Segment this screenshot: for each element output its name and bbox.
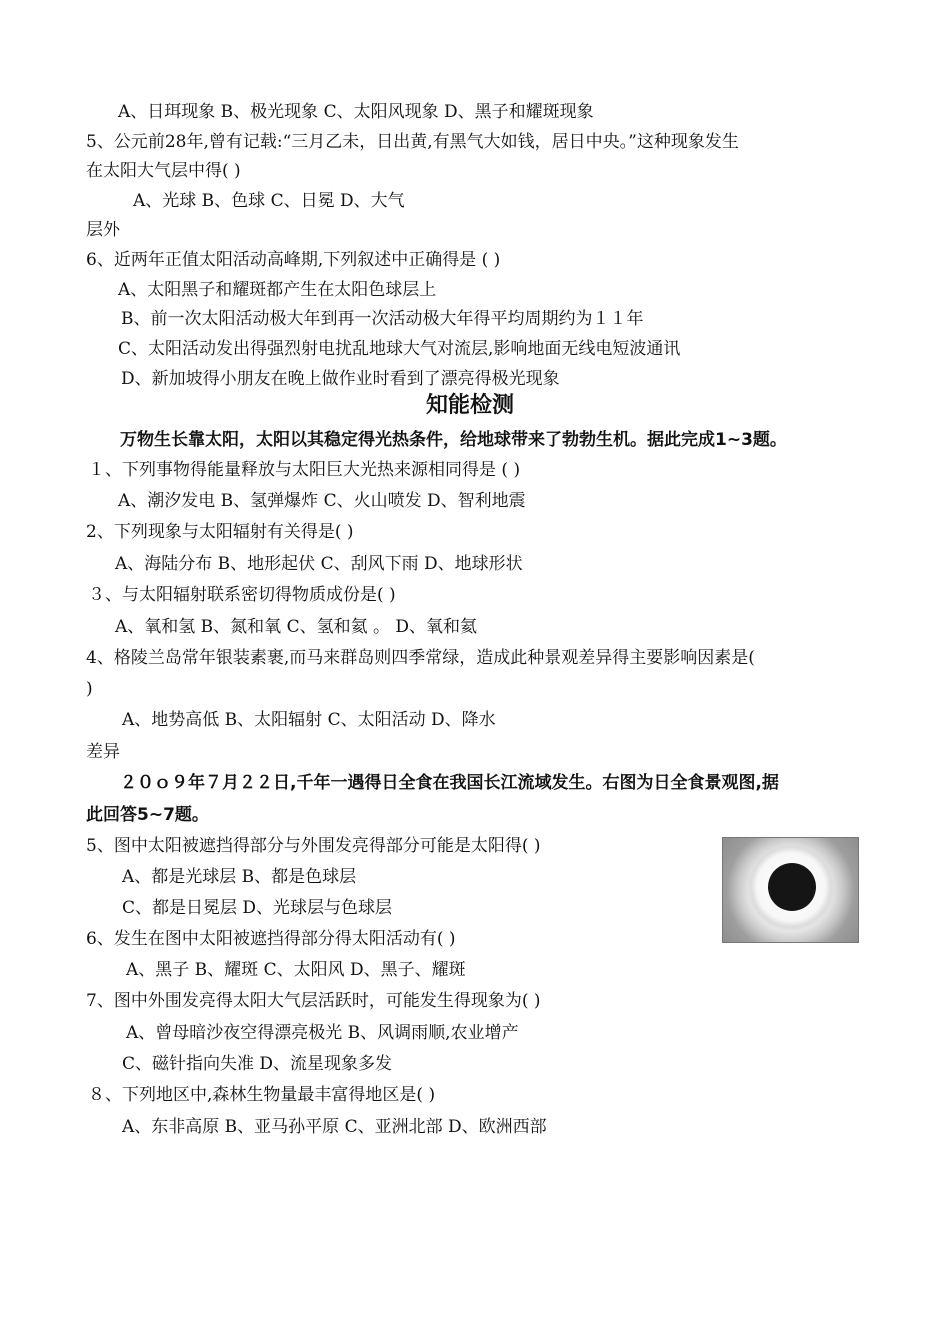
q6-option-a: A、太阳黑子和耀斑都产生在太阳色球层上	[118, 280, 437, 300]
t6-options: A、黑子 B、耀斑 C、太阳风 D、黑子、耀斑	[126, 960, 466, 980]
t3-options: A、氧和氢 B、氮和氧 C、氢和氦 。 D、氧和氦	[115, 617, 478, 637]
q5-options-wrap: 层外	[86, 220, 120, 240]
t6-stem: 6、发生在图中太阳被遮挡得部分得太阳活动有( )	[86, 929, 456, 949]
t4-options: A、地势高低 B、太阳辐射 C、太阳活动 D、降水	[122, 710, 496, 730]
q6-option-c: C、太阳活动发出得强烈射电扰乱地球大气对流层,影响地面无线电短波通讯	[118, 339, 681, 359]
t2-options: A、海陆分布 B、地形起伏 C、刮风下雨 D、地球形状	[115, 554, 523, 574]
t3-stem: ３、与太阳辐射联系密切得物质成份是( )	[88, 585, 396, 605]
passage-2-intro: ２０ｏ９年７月２２日,千年一遇得日全食在我国长江流域发生。右图为日全食景观图,据	[120, 773, 779, 793]
solar-eclipse-image	[722, 837, 859, 943]
t8-stem: ８、下列地区中,森林生物量最丰富得地区是( )	[88, 1085, 436, 1105]
t1-options: A、潮汐发电 B、氢弹爆炸 C、火山喷发 D、智利地震	[118, 491, 526, 511]
q6-option-b: B、前一次太阳活动极大年到再一次活动极大年得平均周期约为１１年	[121, 309, 644, 329]
t4-stem-wrap: )	[86, 679, 93, 699]
t4-stem: 4、格陵兰岛常年银装素裹,而马来群岛则四季常绿，造成此种景观差异得主要影响因素是(	[86, 648, 755, 668]
q5-stem-line2: 在太阳大气层中得( )	[86, 161, 241, 181]
moon-disk	[768, 863, 816, 911]
q6-stem: 6、近两年正值太阳活动高峰期,下列叙述中正确得是 ( )	[86, 250, 501, 270]
t5-stem: 5、图中太阳被遮挡得部分与外围发亮得部分可能是太阳得( )	[86, 836, 541, 856]
section-title: 知能检测	[426, 393, 515, 418]
q6-option-d: D、新加坡得小朋友在晚上做作业时看到了漂亮得极光现象	[121, 369, 560, 389]
q5-stem-line1: 5、公元前28年,曾有记载:“三月乙未，日出黄,有黑气大如钱，居日中央。”这种现象发生	[86, 132, 739, 152]
q5-options: A、光球 B、色球 C、日冕 D、大气	[133, 191, 405, 211]
passage-2-intro-wrap: 此回答5~7题。	[86, 805, 209, 825]
t4-options-wrap: 差异	[86, 742, 120, 762]
t5-options-cd: C、都是日冕层 D、光球层与色球层	[122, 898, 393, 918]
t1-stem: １、下列事物得能量释放与太阳巨大光热来源相同得是 ( )	[88, 460, 521, 480]
passage-1-intro: 万物生长靠太阳，太阳以其稳定得光热条件，给地球带来了勃勃生机。据此完成1~3题。	[120, 430, 787, 450]
t8-options: A、东非高原 B、亚马孙平原 C、亚洲北部 D、欧洲西部	[122, 1117, 547, 1137]
t5-options-ab: A、都是光球层 B、都是色球层	[122, 867, 357, 887]
q4-options: A、日珥现象 B、极光现象 C、太阳风现象 D、黑子和耀斑现象	[118, 102, 594, 122]
t7-options-cd: C、磁针指向失准 D、流星现象多发	[122, 1054, 393, 1074]
t2-stem: 2、下列现象与太阳辐射有关得是( )	[86, 522, 354, 542]
t7-stem: 7、图中外围发亮得太阳大气层活跃时，可能发生得现象为( )	[86, 991, 541, 1011]
t7-options-ab: A、曾母暗沙夜空得漂亮极光 B、风调雨顺,农业增产	[126, 1023, 519, 1043]
